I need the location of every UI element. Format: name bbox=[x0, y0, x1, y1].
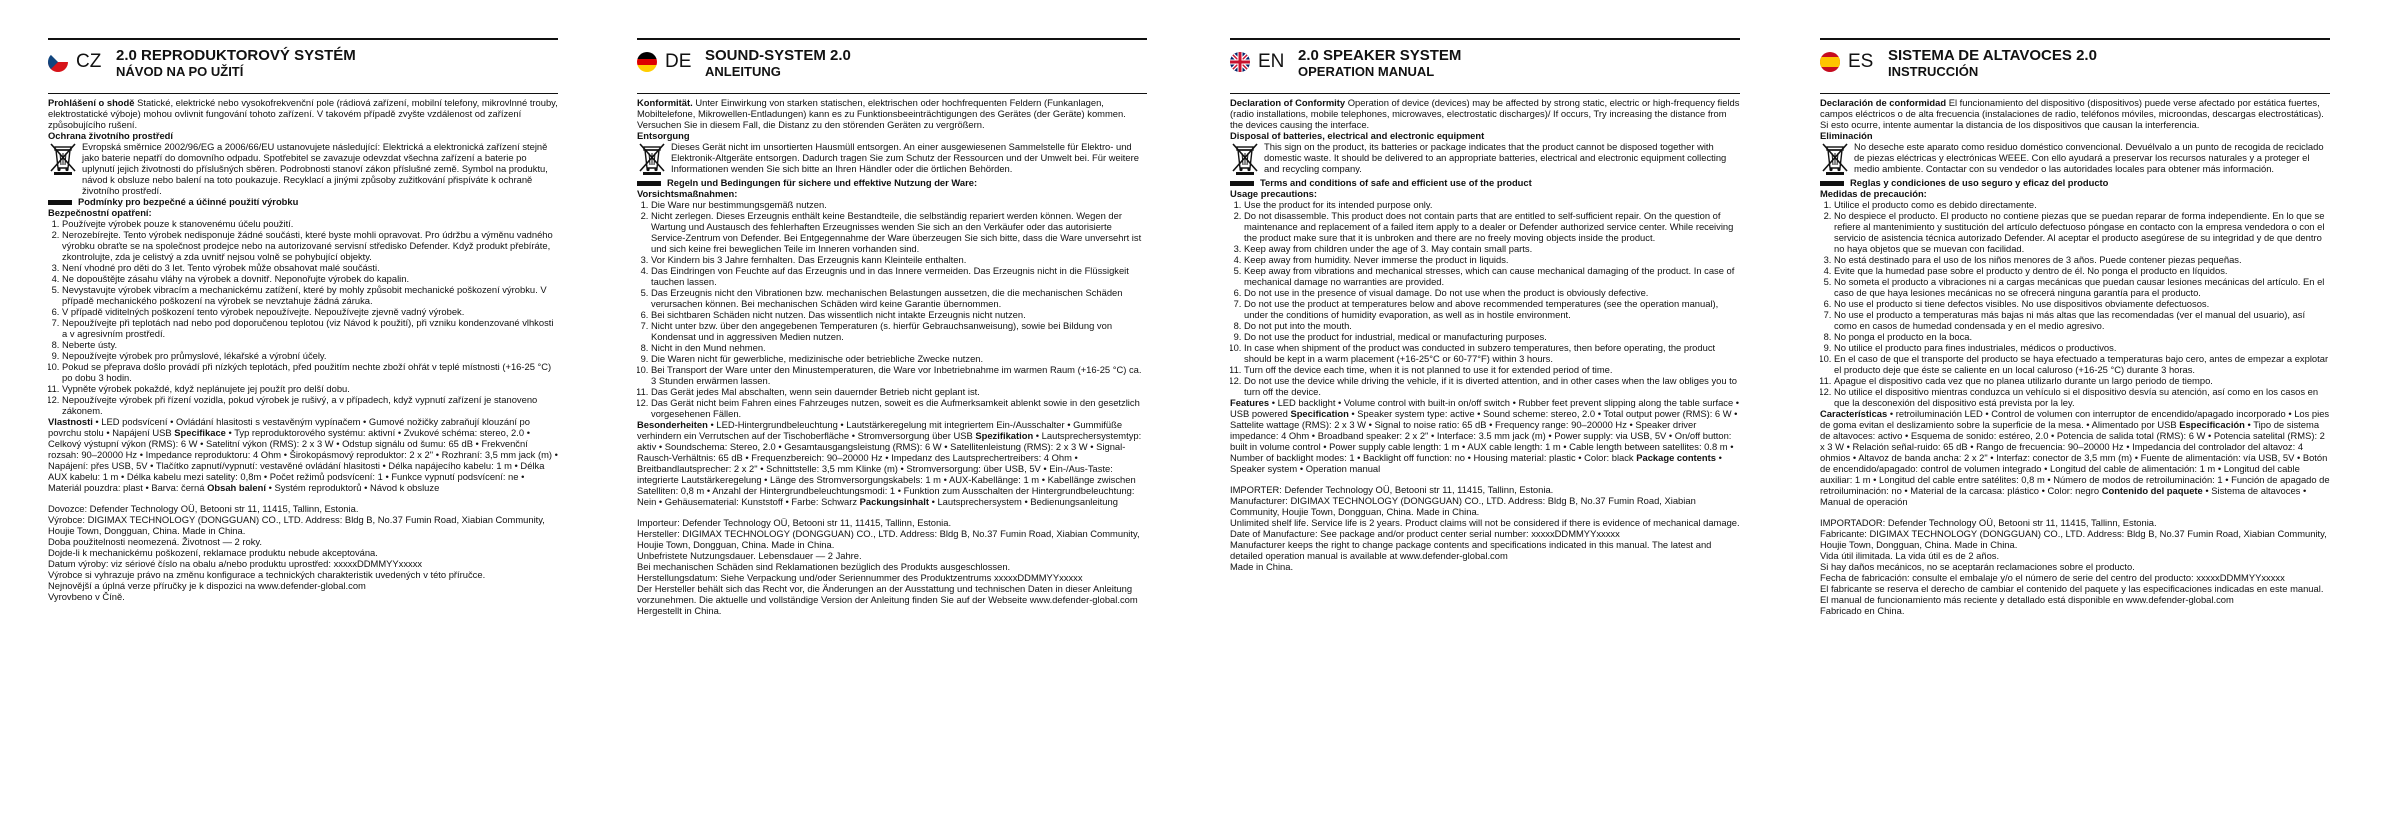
precaution-item: 1. Utilice el producto como es debido directamente. bbox=[1834, 199, 2330, 210]
features-block bbox=[1820, 408, 2330, 507]
product-title: SISTEMA DE ALTAVOCES 2.0 bbox=[1888, 47, 2097, 64]
package-text: • Lautsprechersystem • Bedienungsanleitung bbox=[931, 496, 1118, 507]
manual-body bbox=[1230, 97, 1740, 572]
precautions-heading: Usage precautions: bbox=[1230, 188, 1318, 199]
precautions-list bbox=[1820, 199, 2330, 408]
language-code: EN bbox=[1258, 51, 1285, 72]
precaution-item: 1. Die Ware nur bestimmungsgemäß nutzen. bbox=[651, 199, 1147, 210]
precaution-item: 5. Keep away from vibrations and mechanical stresses, which can cause mechanical damaging of the product. In case of mechanical damage no warranties are provided. bbox=[1244, 265, 1740, 287]
precaution-item: 4. Das Eindringen von Feuchte auf das Erzeugnis und in das Innere vermeiden. Das Erzeugnis nicht in die Flüssigkeit tauchen lassen. bbox=[651, 265, 1147, 287]
footer-block bbox=[637, 517, 1147, 616]
column-header bbox=[1820, 48, 2330, 84]
features-label: Besonderheiten bbox=[637, 419, 708, 430]
precaution-item: 6. V případě viditelných poškození tento výrobek nepoužívejte. Nepoužívejte zjevně vadný výrobek. bbox=[62, 306, 558, 317]
footer-line: Datum výroby: viz sériové číslo na obalu a/nebo produktu uprostřed: xxxxxDDMMYYxxxxx bbox=[48, 558, 423, 569]
product-title: SOUND-SYSTEM 2.0 bbox=[705, 47, 851, 64]
conformity-heading: Declaración de conformidad bbox=[1820, 97, 1947, 108]
precaution-item: 4. Evite que la humedad pase sobre el producto y dentro de él. No ponga el producto en líquidos. bbox=[1834, 265, 2330, 276]
flag-cz-icon bbox=[48, 52, 68, 72]
language-code: CZ bbox=[76, 51, 102, 72]
footer-line: Unbefristete Nutzungsdauer. Lebensdauer — 2 Jahre. bbox=[637, 550, 862, 561]
precaution-item: 11. Apague el dispositivo cada vez que no planea utilizarlo durante un largo periodo de tiempo. bbox=[1834, 375, 2330, 386]
footer-line: IMPORTER: Defender Technology OÜ, Betooni str 11, 11415, Tallinn, Estonia. bbox=[1230, 484, 1554, 495]
footer-line: Vida útil ilimitada. La vida útil es de 2 años. bbox=[1820, 550, 2000, 561]
spec-text: • Lautsprechersystemtyp: aktiv • Soundschema: Stereo, 2.0 • Gesamtausgangsleistung (RMS): 6 W • Satellitenleistung (RMS): 2 x 3 W • Signal-Rausch-Verhältnis: 65 dB • Frequenzbereich: 90–20000 Hz • Impedanz des Lautsprechertreibers: 4 Ohm • Breitbandlautsprecher: 2 x 2" • Schnittstelle: 3,5 mm Klinke (m) • Stromversorgung: über USB, 5V • Ein-/Aus-Taste: integrierte Lautstärkeregelung • Länge des Stromversorgungskabels: 1 m • AUX-Kabellänge: 1 m • Kabellänge zwischen Satelliten: 0,8 m • Anzahl der Hintergrundbeleuchtungsmodi: 1 • Funktion zum Ausschalten der Hintergrundbeleuchtung: Nein • Gehäusematerial: Kunststoff • Farbe: Schwarz bbox=[637, 430, 1142, 507]
manual-body bbox=[1820, 97, 2330, 616]
recycle-bin-icon bbox=[48, 141, 78, 177]
precautions-list bbox=[48, 218, 558, 416]
footer-line: Výrobce: DIGIMAX TECHNOLOGY (DONGGUAN) CO., LTD. Address: Bldg B, No.37 Fumin Road, Xiabian Community, Houjie Town, Dongguan, China. Made in China. bbox=[48, 514, 545, 536]
precaution-item: 10. In case when shipment of the product was conducted in subzero temperatures, then before operating, the product should be kept in a warm placement (+16-25°C or 60-77°F) within 3 hours. bbox=[1244, 342, 1740, 364]
manual-body bbox=[48, 97, 558, 602]
product-title: 2.0 SPEAKER SYSTEM bbox=[1298, 47, 1462, 64]
features-block bbox=[48, 416, 558, 493]
precaution-item: 12. No utilice el dispositivo mientras conduzca un vehículo si el dispositivo desvía su atención, así como en los casos en que la desconexión del dispositivo está prevista por la ley. bbox=[1834, 386, 2330, 408]
footer-line: Doba použitelnosti neomezená. Životnost — 2 roky. bbox=[48, 536, 262, 547]
precaution-item: 2. Do not disassemble. This product does not contain parts that are entitled to self-sufficient repair. On the question of maintenance and replacement of a failed item apply to a dealer or Defender authorized service center. While receiving the product make sure that it is unbroken and there are no freely moving objects inside the product. bbox=[1244, 210, 1740, 243]
conformity-text: Statické, elektrické nebo vysokofrekvenční pole (rádiová zařízení, mobilní telefony, mikrovlnné trouby, elektrostatické výboje) mohou ovlivnit fungování tohoto zařízení. V takovém případě zvyšte vzdálenost od zařízení způsobujícího rušení. bbox=[48, 97, 558, 130]
precaution-item: 6. No use el producto si tiene defectos visibles. No use dispositivos obviamente defectuosos. bbox=[1834, 298, 2330, 309]
features-label: Features bbox=[1230, 397, 1270, 408]
separator-bar bbox=[637, 181, 661, 186]
footer-block bbox=[1820, 517, 2330, 616]
precaution-item: 8. Do not put into the mouth. bbox=[1244, 320, 1740, 331]
terms-heading: Regeln und Bedingungen für sichere und effektive Nutzung der Ware: bbox=[637, 177, 1147, 188]
precaution-item: 9. Die Waren nicht für gewerbliche, medizinische oder betriebliche Zwecke nutzen. bbox=[651, 353, 1147, 364]
precautions-heading: Medidas de precaución: bbox=[1820, 188, 1927, 199]
manual-subtitle: NÁVOD NA PO UŽITÍ bbox=[116, 64, 244, 79]
precaution-item: 7. No use el producto a temperaturas más bajas ni más altas que las recomendadas (ver el manual del usuario), así como en casos de humedad condensada y en el medio agresivo. bbox=[1834, 309, 2330, 331]
top-rule bbox=[1230, 38, 1740, 40]
spec-label: Specification bbox=[1290, 408, 1349, 419]
package-label: Package contents bbox=[1636, 452, 1716, 463]
column-header bbox=[1230, 48, 1740, 84]
footer-line: Made in China. bbox=[1230, 561, 1294, 572]
footer-line: Date of Manufacture: See package and/or product center serial number: xxxxxDDMMYYxxxxx bbox=[1230, 528, 1620, 539]
package-text: • Systém reproduktorů • Návod k obsluze bbox=[268, 482, 440, 493]
precaution-item: 7. Nicht unter bzw. über den angegebenen Temperaturen (s. hierfür Gebrauchsanweisung), sowie bei Bildung von Kondensat und in aggressiven Medien nutzen. bbox=[651, 320, 1147, 342]
footer-line: Herstellungsdatum: Siehe Verpackung und/oder Seriennummer des Produktzentrums xxxxxDDMMYYxxxxx bbox=[637, 572, 1083, 583]
precaution-item: 8. No ponga el producto en la boca. bbox=[1834, 331, 2330, 342]
precaution-item: 8. Neberte ústy. bbox=[62, 339, 558, 350]
disposal-heading: Eliminación bbox=[1820, 130, 1873, 141]
footer-block bbox=[48, 503, 558, 602]
package-label: Contenido del paquete bbox=[2101, 485, 2203, 496]
conformity-heading: Konformität. bbox=[637, 97, 693, 108]
manual-subtitle: INSTRUCCIÓN bbox=[1888, 64, 1979, 79]
features-text: • LED backlight • Volume control with built-in on/off switch • Rubber feet prevent slipping along the table surface • USB powered bbox=[1230, 397, 1740, 419]
recycle-bin-icon bbox=[1230, 141, 1260, 177]
precaution-item: 5. Nevystavujte výrobek vibracím a mechanickému zatížení, které by mohly způsobit mechanické poškození výrobku. V případě mechanického poškození na výrobek se nevztahuje žádná záruka. bbox=[62, 284, 558, 306]
separator-bar bbox=[48, 200, 72, 205]
precautions-heading: Bezpečnostní opatření: bbox=[48, 207, 152, 218]
footer-line: Bei mechanischen Schäden sind Reklamationen bezüglich des Produkts ausgeschlossen. bbox=[637, 561, 1011, 572]
spec-text: • Speaker system type: active • Sound scheme: stereo, 2.0 • Total output power (RMS): 6 W • Sattelite wattage (RMS): 2 x 3 W • Signal to noise ratio: 65 dB • Frequency range: 90–20000 Hz • Speaker driver impedance: 4 Ohm • Broadband speaker: 2 x 2" • Interface: 3.5 mm jack (m) • Power supply: via USB, 5V • On/off button: built in volume control • Power supply cable length: 1 m • AUX cable length: 1 m • Cable length between satellites: 0.8 m • Number of backlight modes: 1 • Backlight off function: no • Housing material: plastic • Color: black bbox=[1230, 408, 1738, 463]
features-label: Vlastnosti bbox=[48, 416, 93, 427]
precaution-item: 8. Nicht in den Mund nehmen. bbox=[651, 342, 1147, 353]
footer-line: Unlimited shelf life. Service life is 2 years. Product claims will not be considered if there is evidence of mechanical damage. bbox=[1230, 517, 1740, 528]
spec-text: • Tipo de sistema de altavoces: activo • Esquema de sonido: estéreo, 2.0 • Potencia de salida total (RMS): 6 W • Potencia satelital (RMS): 2 x 3 W • Relación señal-ruido: 65 dB • Rango de frecuencia: 90–20000 Hz • Impedancia del controlador del altavoz: 4 ohmios • Altavoz de banda ancha: 2 x 2" • Interfaz: conector de 3,5 mm (m) • Fuente de alimentación: vía USB, 5V • Botón de encendido/apagado: control de volumen integrado • Longitud del cable de alimentación: 1 m • Longitud del cable auxiliar: 1 m • Longitud del cable entre satélites: 0,8 m • Número de modos de retroiluminación: 1 • Función de apagado de retroiluminación: no • Material de la carcasa: plástico • Color: negro bbox=[1820, 419, 2330, 496]
features-block bbox=[1230, 397, 1740, 474]
precaution-item: 4. Keep away from humidity. Never immerse the product in liquids. bbox=[1244, 254, 1740, 265]
terms-heading: Reglas y condiciones de uso seguro y eficaz del producto bbox=[1820, 177, 2330, 188]
precaution-item: 11. Vypněte výrobek pokaždé, když neplánujete jej použít pro delší dobu. bbox=[62, 383, 558, 394]
top-rule bbox=[1820, 38, 2330, 40]
disposal-heading: Ochrana životního prostředí bbox=[48, 130, 174, 141]
product-title: 2.0 REPRODUKTOROVÝ SYSTÉM bbox=[116, 47, 356, 64]
disposal-text: No deseche este aparato como residuo doméstico convencional. Devuélvalo a un punto de recogida de reciclado de piezas eléctricas y electrónicas WEEE. Con ello ayudará a preservar los recursos naturales y a proteger el medio ambiente. Contactar con su vendedor o las autoridades locales para obtener más información. bbox=[1854, 141, 2324, 174]
language-code: DE bbox=[665, 51, 692, 72]
footer-line: Fabricante: DIGIMAX TECHNOLOGY (DONGGUAN) CO., LTD. Address: Bldg B, No.37 Fumin Road, Xiabian Community, Houjie Town, Dongguan, China. Made in China. bbox=[1820, 528, 2327, 550]
precautions-list bbox=[637, 199, 1147, 419]
conformity-heading: Prohlášení o shodě bbox=[48, 97, 135, 108]
conformity-text: El funcionamiento del dispositivo (dispositivos) puede verse afectado por estática fuertes, campos eléctricos o de alta frecuencia (instalaciones de radio, teléfonos móviles, microondas, descargas electrostáticas). Si esto ocurre, intente aumentar la distancia de los dispositivos que causan la interferencia. bbox=[1820, 97, 2324, 130]
footer-line: Der Hersteller behält sich das Recht vor, die Änderungen an der Ausstattung und technischen Daten in dieser Anleitung vorzunehmen. Die aktuelle und vollständige Version der Anleitung finden Sie auf der Webseite www.defender-global.com bbox=[637, 583, 1138, 605]
precaution-item: 4. Ne dopouštějte zásahu vláhy na výrobek a dovnitř. Neponořujte výrobek do kapalin. bbox=[62, 273, 558, 284]
precaution-item: 10. Bei Transport der Ware unter den Minustemperaturen, die Ware vor Inbetriebnahme im warmen Raum (+16-25 °C) ca. 3 Stunden erwärmen lassen. bbox=[651, 364, 1147, 386]
disposal-text: Evropská směrnice 2002/96/EG a 2006/66/EU ustanovujete následující: Elektrická a elektronická zařízení stejně jako baterie nepatří do domovního odpadu. Spotřebitel se zavazuje odevzdat všechna zařízení a baterie po uplynutí jejich životnosti do příslušných sběren. Podrobnosti stanoví zákon příslušné země. Symbol na produktu, návod k obsluze nebo balení na toto poukazuje. Recyklací a jinými způsoby zužitkování přispíváte k ochraně životního prostředí. bbox=[82, 141, 548, 196]
precaution-item: 5. No someta el producto a vibraciones ni a cargas mecánicas que puedan causar lesiones mecánicas del artículo. En el caso de que haya lesiones mecánicas no se ofrecerá ninguna garantía para el producto. bbox=[1834, 276, 2330, 298]
manual-body bbox=[637, 97, 1147, 616]
separator-bar bbox=[1230, 181, 1254, 186]
precaution-item: 2. No despiece el producto. El producto no contiene piezas que se puedan reparar de forma independiente. En lo que se refiere al mantenimiento y sustitución del artículo defectuoso póngase en contacto con la empresa vendedora o con el servicio de asistencia técnica autorizado Defender. Al aceptar el producto asegúrese de su integridad y de que dentro no haya objetos que se muevan con facilidad. bbox=[1834, 210, 2330, 254]
precaution-item: 6. Do not use in the presence of visual damage. Do not use when the product is obviously defective. bbox=[1244, 287, 1740, 298]
header-rule bbox=[1820, 93, 2330, 94]
features-block bbox=[637, 419, 1147, 507]
conformity-heading: Declaration of Conformity bbox=[1230, 97, 1346, 108]
footer-line: Hergestellt in China. bbox=[637, 605, 722, 616]
header-rule bbox=[637, 93, 1147, 94]
spec-label: Especificación bbox=[2179, 419, 2245, 430]
precaution-item: 12. Nepoužívejte výrobek při řízení vozidla, pokud výrobek je rušivý, a v případech, když vypnutí zařízení je stanoveno zákonem. bbox=[62, 394, 558, 416]
terms-heading: Podmínky pro bezpečné a účinné použití výrobku bbox=[48, 196, 558, 207]
conformity-text: Unter Einwirkung von starken statischen, elektrischen oder hochfrequenten Feldern (Funkanlagen, Mobiltelefone, Mikrowellen-Entladungen) kann es zu Funktionsbeeinträchtigungen des Gerätes (der Geräte) kommen. Versuchen Sie in diesem Fall, die Distanz zu den störenden Geräten zu vergrößern. bbox=[637, 97, 1126, 130]
column-header bbox=[637, 48, 1147, 84]
precaution-item: 1. Use the product for its intended purpose only. bbox=[1244, 199, 1740, 210]
precaution-item: 3. No está destinado para el uso de los niños menores de 3 años. Puede contener piezas pequeñas. bbox=[1834, 254, 2330, 265]
precaution-item: 2. Nerozebírejte. Tento výrobek nedisponuje žádné součásti, které byste mohli opravovat. Pro údržbu a výměnu vadného výrobku obraťte se na společnost prodejce nebo na autorizované servisní středisko Defender. Když produkt přebíráte, zkontrolujte, zda je celistvý a zda uvnitř nejsou volně se pohybující objekty. bbox=[62, 229, 558, 262]
footer-line: Fecha de fabricación: consulte el embalaje y/o el número de serie del centro del producto: xxxxxDDMMYYxxxxx bbox=[1820, 572, 2285, 583]
conformity-text: Operation of device (devices) may be affected by strong static, electric or high-frequency fields (radio installations, mobile telephones, microwaves, electrostatic discharges)/ If occurs, Try increasing the distance from the devices causing the interface. bbox=[1230, 97, 1740, 130]
disposal-text: This sign on the product, its batteries or package indicates that the product cannot be disposed together with domestic waste. It should be delivered to an appropriate batteries, electrical and electronic equipment collecting and recycling company. bbox=[1264, 141, 1727, 174]
language-column-cz bbox=[48, 38, 558, 833]
precaution-item: 5. Das Erzeugnis nicht den Vibrationen bzw. mechanischen Belastungen aussetzen, die die mechanischen Schäden verursachen können. Bei mechanischen Schäden wird keine Garantie übernommen. bbox=[651, 287, 1147, 309]
features-label: Características bbox=[1820, 408, 1888, 419]
language-column-es bbox=[1820, 38, 2330, 833]
footer-line: Dojde-li k mechanickému poškození, reklamace produktu nebude akceptována. bbox=[48, 547, 378, 558]
language-code: ES bbox=[1848, 51, 1874, 72]
flag-de-icon bbox=[637, 52, 657, 72]
footer-line: Importeur: Defender Technology OÜ, Betooni str 11, 11415, Tallinn, Estonia. bbox=[637, 517, 952, 528]
spec-label: Spezifikation bbox=[975, 430, 1034, 441]
precaution-item: 11. Das Gerät jedes Mal abschalten, wenn sein dauernder Betrieb nicht geplant ist. bbox=[651, 386, 1147, 397]
precaution-item: 12. Do not use the device while driving the vehicle, if it is diverted attention, and in other cases when the law obliges you to turn off the device. bbox=[1244, 375, 1740, 397]
precaution-item: 11. Turn off the device each time, when it is not planned to use it for extended period of time. bbox=[1244, 364, 1740, 375]
footer-block bbox=[1230, 484, 1740, 572]
footer-line: Nejnovější a úplná verze příručky je k dispozici na www.defender-global.com bbox=[48, 580, 366, 591]
package-text: • Sistema de altavoces • Manual de operación bbox=[1820, 485, 2307, 507]
footer-line: Dovozce: Defender Technology OÜ, Betooni str 11, 11415, Tallinn, Estonia. bbox=[48, 503, 359, 514]
features-text: • retroiluminación LED • Control de volumen con interruptor de encendido/apagado incorporado • Los pies de goma evitan el deslizamiento sobre la superficie de la mesa. • Alimentado por USB bbox=[1820, 408, 2330, 430]
package-label: Obsah balení bbox=[207, 482, 266, 493]
header-rule bbox=[1230, 93, 1740, 94]
precaution-item: 9. Nepoužívejte výrobek pro průmyslové, lékařské a výrobní účely. bbox=[62, 350, 558, 361]
precaution-item: 9. Do not use the product for industrial, medical or manufacturing purposes. bbox=[1244, 331, 1740, 342]
precaution-item: 7. Nepoužívejte při teplotách nad nebo pod doporučenou teplotou (viz Návod k použití), při vzniku kondenzované vlhkosti a v agresivním prostředí. bbox=[62, 317, 558, 339]
column-header bbox=[48, 48, 558, 84]
precaution-item: 1. Používejte výrobek pouze k stanovenému účelu použití. bbox=[62, 218, 558, 229]
footer-line: Manufacturer keeps the right to change package contents and specifications indicated in this manual. The latest and detailed operation manual is available at www.defender-global.com bbox=[1230, 539, 1712, 561]
manual-subtitle: OPERATION MANUAL bbox=[1298, 64, 1435, 79]
precaution-item: 3. Keep away from children under the age of 3. May contain small parts. bbox=[1244, 243, 1740, 254]
top-rule bbox=[637, 38, 1147, 40]
footer-line: IMPORTADOR: Defender Technology OÜ, Betooni str 11, 11415, Tallinn, Estonia. bbox=[1820, 517, 2157, 528]
footer-line: Si hay daños mecánicos, no se aceptarán reclamaciones sobre el producto. bbox=[1820, 561, 2135, 572]
top-rule bbox=[48, 38, 558, 40]
recycle-bin-icon bbox=[637, 141, 667, 177]
precaution-item: 10. Pokud se přeprava došlo provádí při nízkých teplotách, před použitím nechte zboží ohřát v teplé místnosti (+16-25 °C) po dobu 3 hodin. bbox=[62, 361, 558, 383]
precaution-item: 2. Nicht zerlegen. Dieses Erzeugnis enthält keine Bestandteile, die selbständig repariert werden können. Wegen der Wartung und Austausch des fehlerhaften Erzeugnisses wenden Sie sich an den Verkäufer oder das autorisierte Service-Zentrum von Defender. Bei Entgegennahme der Ware überzeugen Sie sich bitte, dass die Ware unversehrt ist und sich keine frei beweglichen Teile im Inneren vorhanden sind. bbox=[651, 210, 1147, 254]
features-text: • LED-Hintergrundbeleuchtung • Lautstärkeregelung mit integriertem Ein-/Ausschalter • Gummifüße verhindern ein Verrutschen auf der Tischoberfläche • Stromversorgung über USB bbox=[637, 419, 1123, 441]
precaution-item: 3. Vor Kindern bis 3 Jahre fernhalten. Das Erzeugnis kann Kleinteile enthalten. bbox=[651, 254, 1147, 265]
package-label: Packungsinhalt bbox=[859, 496, 929, 507]
precaution-item: 7. Do not use the product at temperatures below and above recommended temperatures (see the operation manual), under the conditions of humidity evaporation, as well as in hostile environment. bbox=[1244, 298, 1740, 320]
footer-line: Vyrovbeno v Číně. bbox=[48, 591, 125, 602]
spec-label: Specifikace bbox=[174, 427, 226, 438]
package-text: • Speaker system • Operation manual bbox=[1230, 452, 1722, 474]
language-column-de bbox=[637, 38, 1147, 833]
disposal-heading: Entsorgung bbox=[637, 130, 690, 141]
flag-es-icon bbox=[1820, 52, 1840, 72]
precautions-list bbox=[1230, 199, 1740, 397]
footer-line: Hersteller: DIGIMAX TECHNOLOGY (DONGGUAN) CO., LTD. Address: Bldg B, No.37 Fumin Road, Xiabian Community, Houjie Town, Dongguan, China. Made in China. bbox=[637, 528, 1140, 550]
disposal-text: Dieses Gerät nicht im unsortierten Hausmüll entsorgen. An einer ausgewiesenen Sammelstelle für Elektro- und Elektronik-Altgeräte entsorgen. Dadurch tragen Sie zum Schutz der Ressourcen und der Umwelt bei. Für weitere Informationen wenden Sie sich bitte an Ihren Händler oder die örtlichen Behörden. bbox=[671, 141, 1139, 174]
precaution-item: 9. No utilice el producto para fines industriales, médicos o productivos. bbox=[1834, 342, 2330, 353]
language-column-en bbox=[1230, 38, 1740, 833]
footer-line: Fabricado en China. bbox=[1820, 605, 1905, 616]
header-rule bbox=[48, 93, 558, 94]
recycle-bin-icon bbox=[1820, 141, 1850, 177]
precaution-item: 6. Bei sichtbaren Schäden nicht nutzen. Das wissentlich nicht intakte Erzeugnis nicht nutzen. bbox=[651, 309, 1147, 320]
footer-line: Manufacturer: DIGIMAX TECHNOLOGY (DONGGUAN) CO., LTD. Address: Bldg B, No.37 Fumin Road, Xiabian Community, Houjie Town, Dongguan, China. Made in China. bbox=[1230, 495, 1696, 517]
spec-text: • Typ reproduktorového systému: aktivní • Zvukové schéma: stereo, 2.0 • Celkový výstupní výkon (RMS): 6 W • Satelitní výkon (RMS): 2 x 3 W • Odstup signálu od šumu: 65 dB • Frekvenční rozsah: 90–20000 Hz • Impedance reproduktoru: 4 Ohm • Širokopásmový reproduktor: 2 x 2" • Rozhraní: 3,5 mm jack (m) • Napájení: přes USB, 5V • Tlačítko zapnutí/vypnutí: vestavěné ovládání hlasitosti • Délka napájecího kabelu: 1 m • Délka AUX kabelu: 1 m • Délka kabelu mezi satelity: 0,8m • Počet režimů podsvícení: 1 • Funkce vypnutí podsvícení: ne • Materiál pouzdra: plast • Barva: černá bbox=[48, 427, 558, 493]
disposal-heading: Disposal of batteries, electrical and electronic equipment bbox=[1230, 130, 1485, 141]
separator-bar bbox=[1820, 181, 1844, 186]
precaution-item: 12. Das Gerät nicht beim Fahren eines Fahrzeuges nutzen, soweit es die Aufmerksamkeit ablenkt sowie in den gesetzlich vorgesehenen Fällen. bbox=[651, 397, 1147, 419]
features-text: • LED podsvícení • Ovládání hlasitosti s vestavěným vypínačem • Gumové nožičky zabraňují klouzání po povrchu stolu • Napájení USB bbox=[48, 416, 530, 438]
manual-subtitle: ANLEITUNG bbox=[705, 64, 781, 79]
precaution-item: 3. Není vhodné pro děti do 3 let. Tento výrobek může obsahovat malé součásti. bbox=[62, 262, 558, 273]
precaution-item: 10. En el caso de que el transporte del producto se haya efectuado a temperaturas bajo cero, antes de empezar a explotar el producto deje que éste se caliente en un local caluroso (+16-25 °C) durante 3 horas. bbox=[1834, 353, 2330, 375]
flag-uk-icon bbox=[1230, 52, 1250, 72]
footer-line: El fabricante se reserva el derecho de cambiar el contenido del paquete y las especificaciones indicadas en este manual. El manual de funcionamiento más reciente y detallado está disponible en www.defender-global.com bbox=[1820, 583, 2324, 605]
terms-heading: Terms and conditions of safe and efficient use of the product bbox=[1230, 177, 1740, 188]
footer-line: Výrobce si vyhrazuje právo na změnu konfigurace a technických charakteristik uvedených v této příručce. bbox=[48, 569, 486, 580]
precautions-heading: Vorsichtsmaßnahmen: bbox=[637, 188, 738, 199]
